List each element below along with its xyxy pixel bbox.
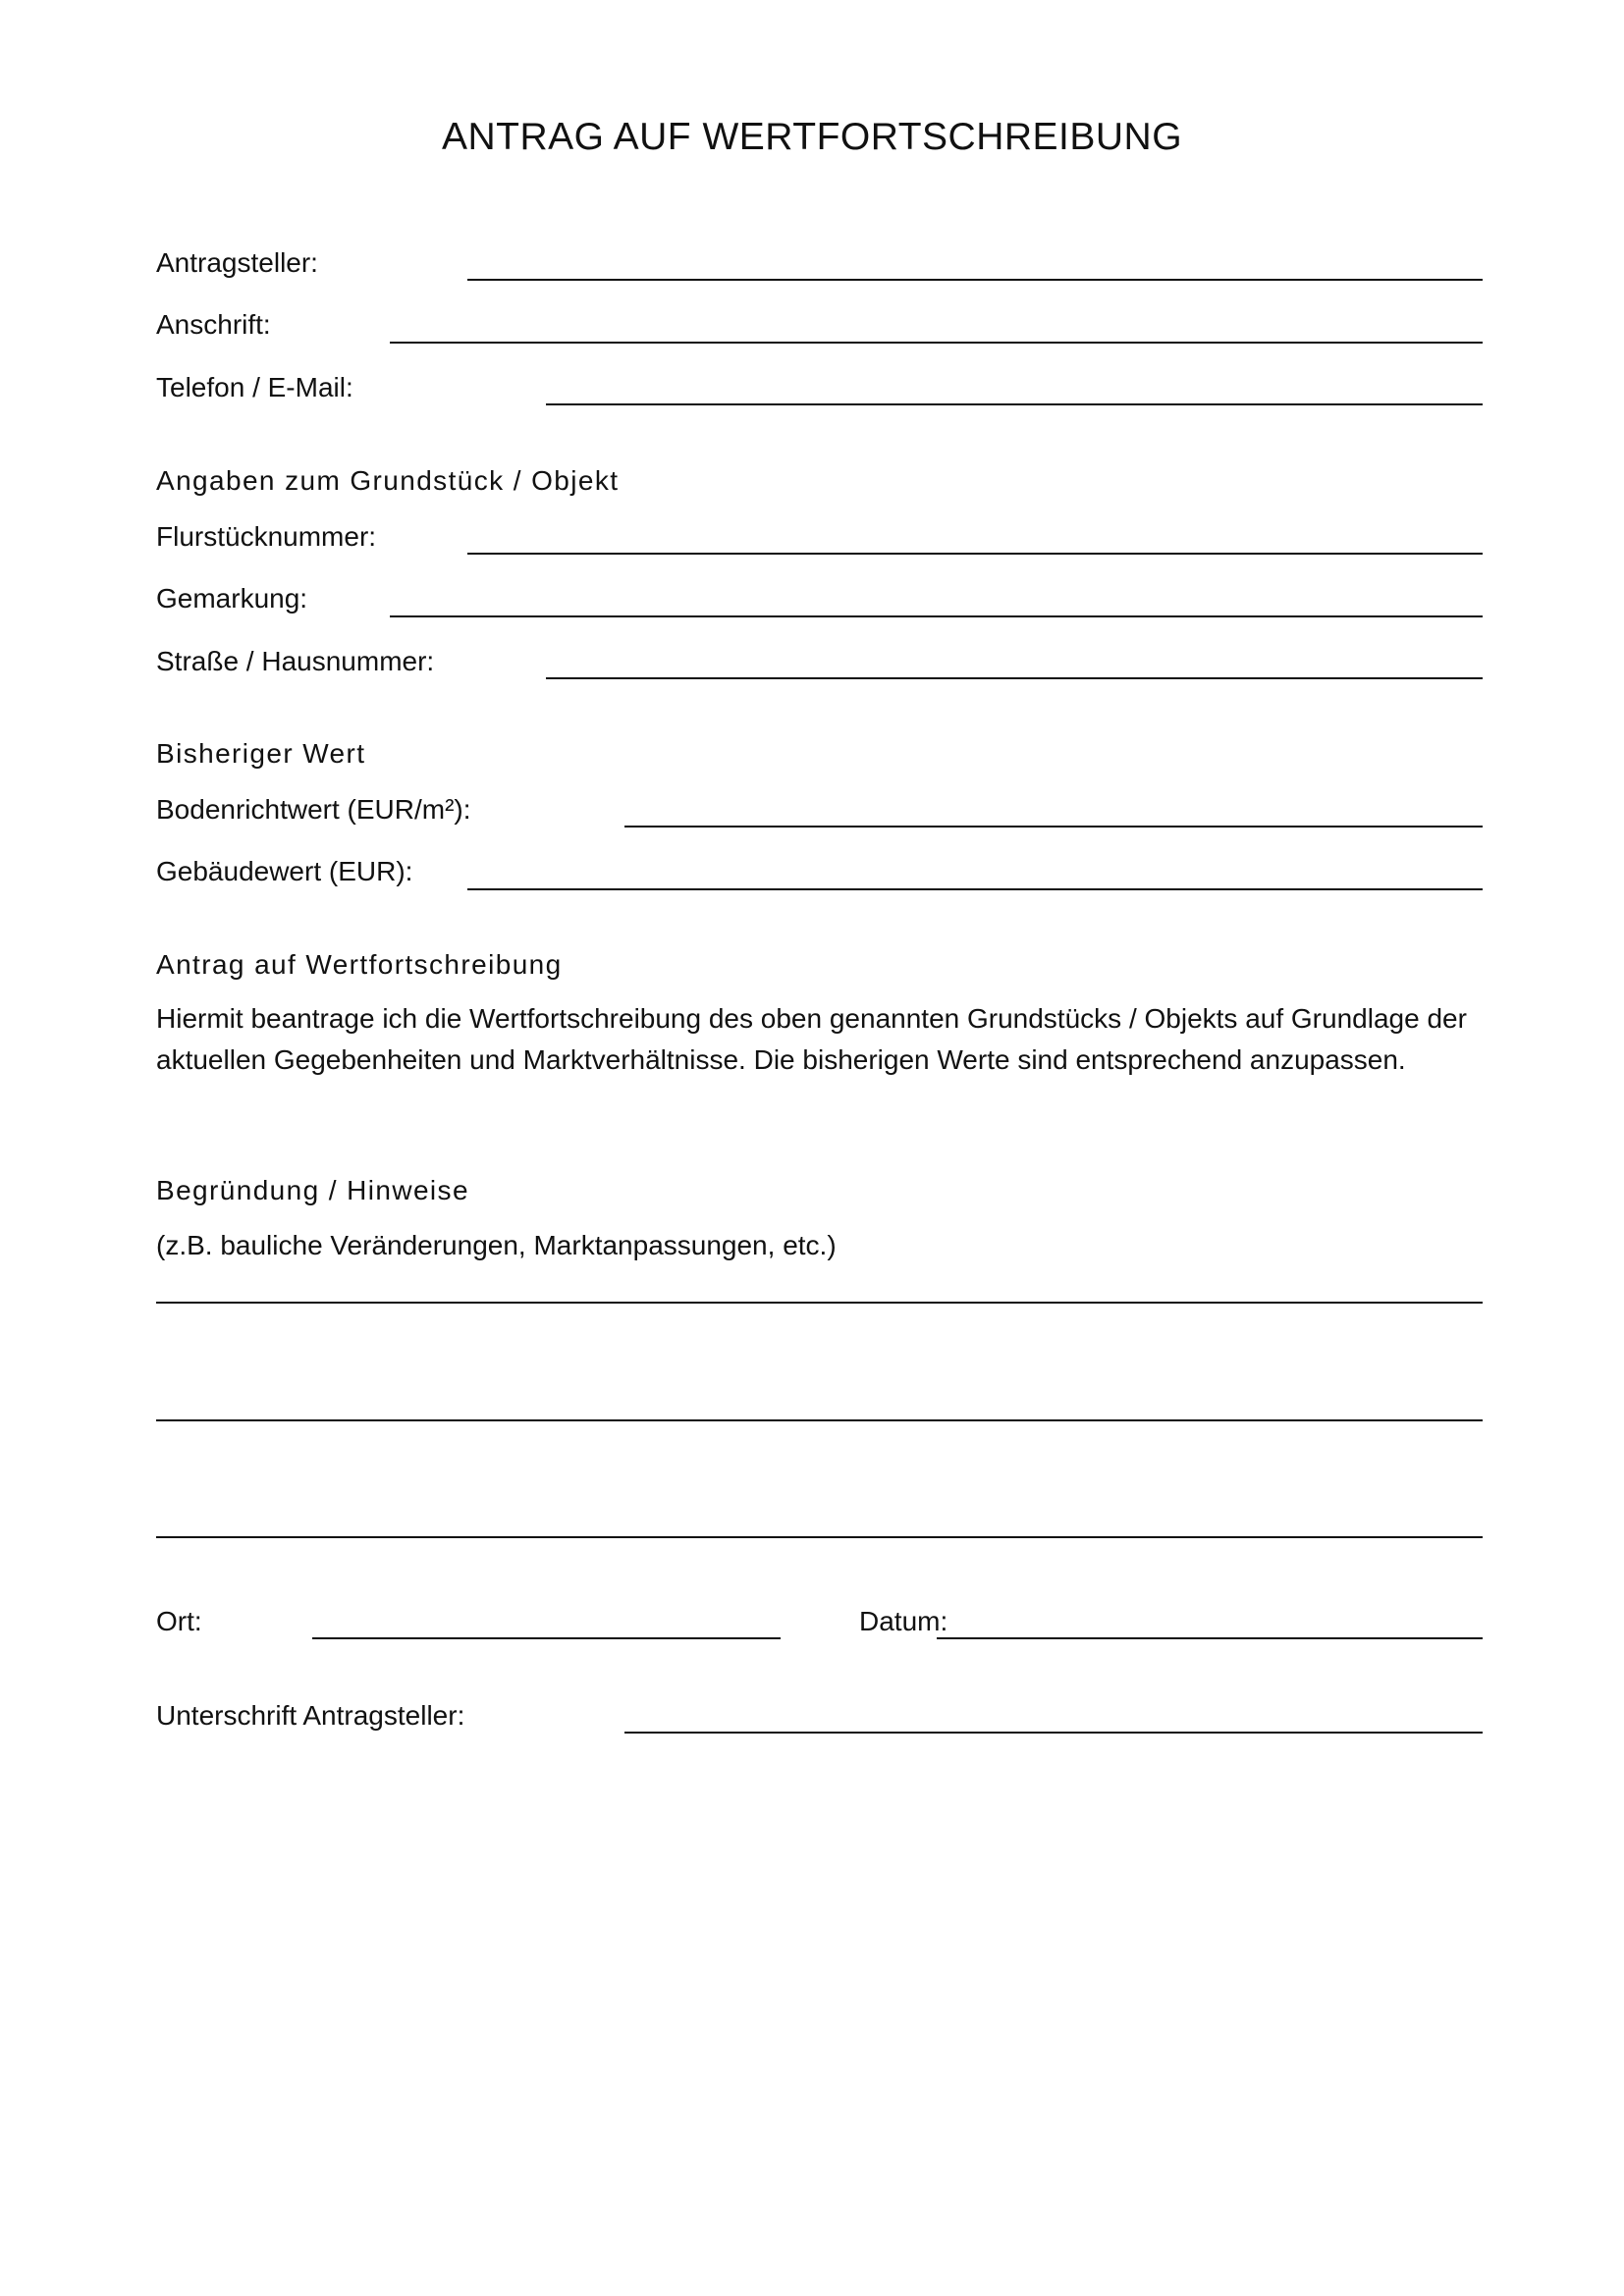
page-title: ANTRAG AUF WERTFORTSCHREIBUNG — [441, 116, 1183, 158]
date-field[interactable] — [937, 1637, 1483, 1639]
applicant-field[interactable] — [467, 279, 1483, 281]
district-field[interactable] — [390, 615, 1483, 617]
property-heading: Angaben zum Grundstück / Objekt — [156, 465, 620, 496]
previous-value-heading: Bisheriger Wert — [156, 738, 366, 769]
contact-field[interactable] — [546, 403, 1483, 405]
address-label: Anschrift: — [156, 309, 271, 340]
signature-field[interactable] — [624, 1732, 1483, 1734]
reason-heading: Begründung / Hinweise — [156, 1175, 469, 1205]
street-label: Straße / Hausnummer: — [156, 646, 435, 676]
reason-line-3[interactable] — [156, 1536, 1483, 1538]
signature-label: Unterschrift Antragsteller: — [156, 1700, 465, 1731]
reason-hint: (z.B. bauliche Veränderungen, Marktanpassungen, etc.) — [156, 1230, 837, 1260]
land-value-label: Bodenrichtwert (EUR/m²): — [156, 794, 471, 825]
place-label: Ort: — [156, 1606, 202, 1636]
district-label: Gemarkung: — [156, 583, 308, 614]
application-heading: Antrag auf Wertfortschreibung — [156, 949, 563, 980]
place-field[interactable] — [312, 1637, 781, 1639]
contact-label: Telefon / E-Mail: — [156, 372, 353, 402]
reason-line-2[interactable] — [156, 1419, 1483, 1421]
date-label: Datum: — [859, 1606, 948, 1636]
building-value-field[interactable] — [467, 888, 1483, 890]
address-field[interactable] — [390, 342, 1483, 344]
applicant-label: Antragsteller: — [156, 247, 318, 278]
application-text: Hiermit beantrage ich die Wertfortschreibung des oben genannten Grundstücks / Objekts auf Grundlage der aktuellen Gegebenheiten und Marktverhältnisse. Die bisherigen Werte sind entsprechend anzupassen. — [156, 1003, 1467, 1075]
parcel-number-label: Flurstücknummer: — [156, 521, 377, 552]
reason-line-1[interactable] — [156, 1302, 1483, 1304]
land-value-field[interactable] — [624, 826, 1483, 828]
parcel-number-field[interactable] — [467, 553, 1483, 555]
street-field[interactable] — [546, 677, 1483, 679]
building-value-label: Gebäudewert (EUR): — [156, 856, 413, 886]
